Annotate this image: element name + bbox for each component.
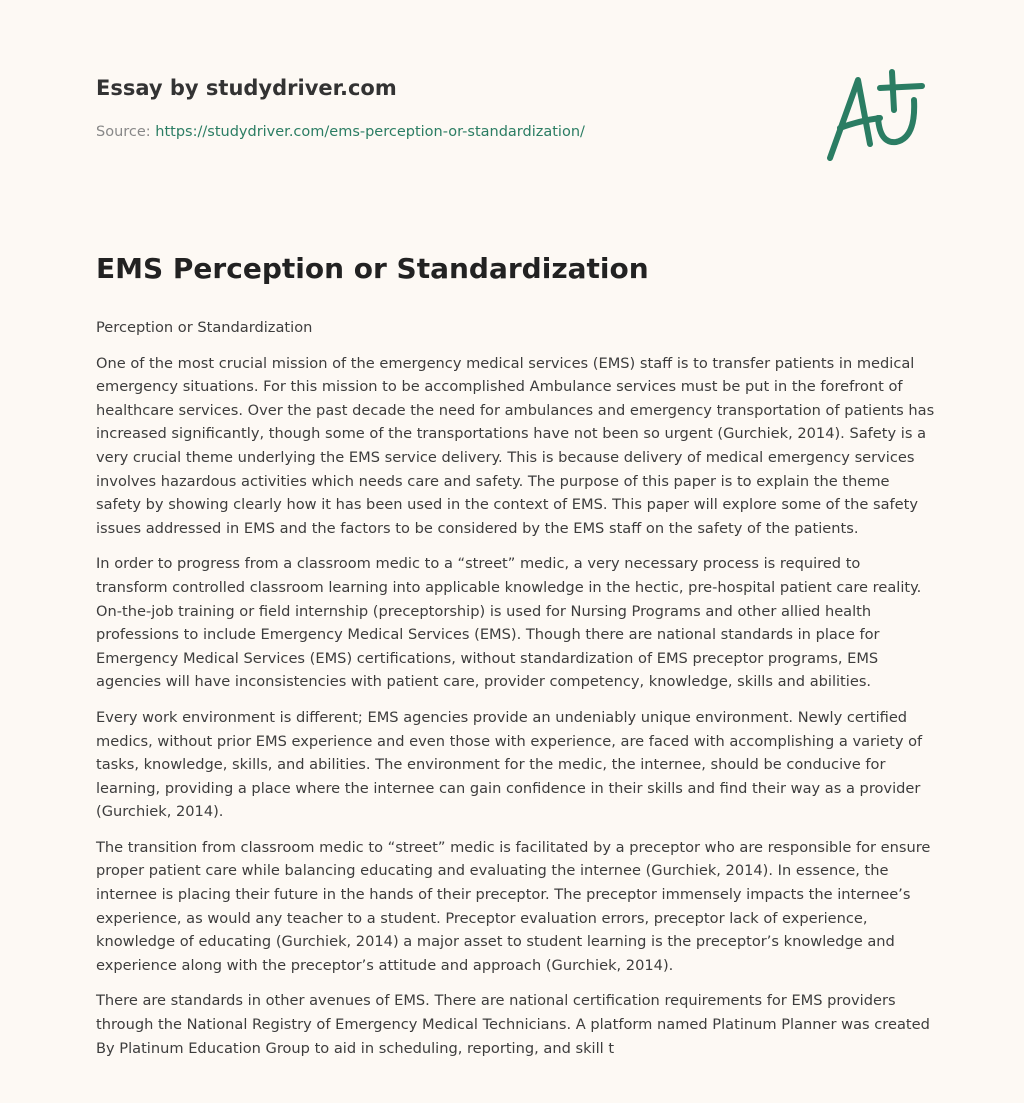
page-title: EMS Perception or Standardization	[96, 252, 649, 285]
source-line	[96, 124, 585, 140]
paragraph: The transition from classroom medic to “street” medic is facilitated by a preceptor who are responsible for ensure proper patient care while balancing educating and evaluating the internee (Gurchiek, 2014). In essence, the internee is placing their future in the hands of their preceptor. The preceptor immensely impacts the internee’s experience, as would any teacher to a student. Preceptor evaluation errors, preceptor lack of experience, knowledge of educating (Gurchiek, 2014) a major asset to student learning is the preceptor’s knowledge and experience along with the preceptor’s attitude and approach (Gurchiek, 2014).	[96, 838, 931, 974]
source-label: Source:	[96, 124, 151, 140]
site-brand: Essay by studydriver.com	[96, 76, 397, 100]
article-subtitle: Perception or Standardization	[96, 319, 313, 336]
paragraph: In order to progress from a classroom medic to a “street” medic, a very necessary process is required to transform controlled classroom learning into applicable knowledge in the hectic, pre-hospital patient care reality. On-the-job training or field internship (preceptorship) is used for Nursing Programs and other allied health professions to include Emergency Medical Services (EMS). Though there are national standards in place for Emergency Medical Services (EMS) certifications, without standardization of EMS preceptor programs, EMS agencies will have inconsistencies with patient care, provider competency, knowledge, skills and abilities.	[96, 555, 922, 691]
a-plus-logo-icon	[818, 66, 928, 166]
article-body	[96, 316, 936, 1072]
paragraph: Every work environment is different; EMS agencies provide an undeniably unique environment. Newly certified medics, without prior EMS experience and even those with experience, are faced with accomplishing a variety of tasks, knowledge, skills, and abilities. The environment for the medic, the internee, should be conducive for learning, providing a place where the internee can gain confidence in their skills and find their way as a provider (Gurchiek, 2014).	[96, 708, 923, 821]
paragraph: One of the most crucial mission of the emergency medical services (EMS) staff is to transfer patients in medical emergency situations. For this mission to be accomplished Ambulance services must be put in the forefront of healthcare services. Over the past decade the need for ambulances and emergency transportation of patients has increased significantly, though some of the transportations have not been so urgent (Gurchiek, 2014). Safety is a very crucial theme underlying the EMS service delivery. This is because delivery of medical emergency services involves hazardous activities which needs care and safety. The purpose of this paper is to explain the theme safety by showing clearly how it has been used in the context of EMS. This paper will explore some of the safety issues addressed in EMS and the factors to be considered by the EMS staff on the safety of the patients.	[96, 354, 935, 537]
paragraph: There are standards in other avenues of EMS. There are national certification requirements for EMS providers through the National Registry of Emergency Medical Technicians. A platform named Platinum Planner was created By Platinum Education Group to aid in scheduling, reporting, and skill t	[96, 992, 930, 1057]
source-link[interactable]: https://studydriver.com/ems-perception-or-standardization/	[155, 124, 585, 140]
